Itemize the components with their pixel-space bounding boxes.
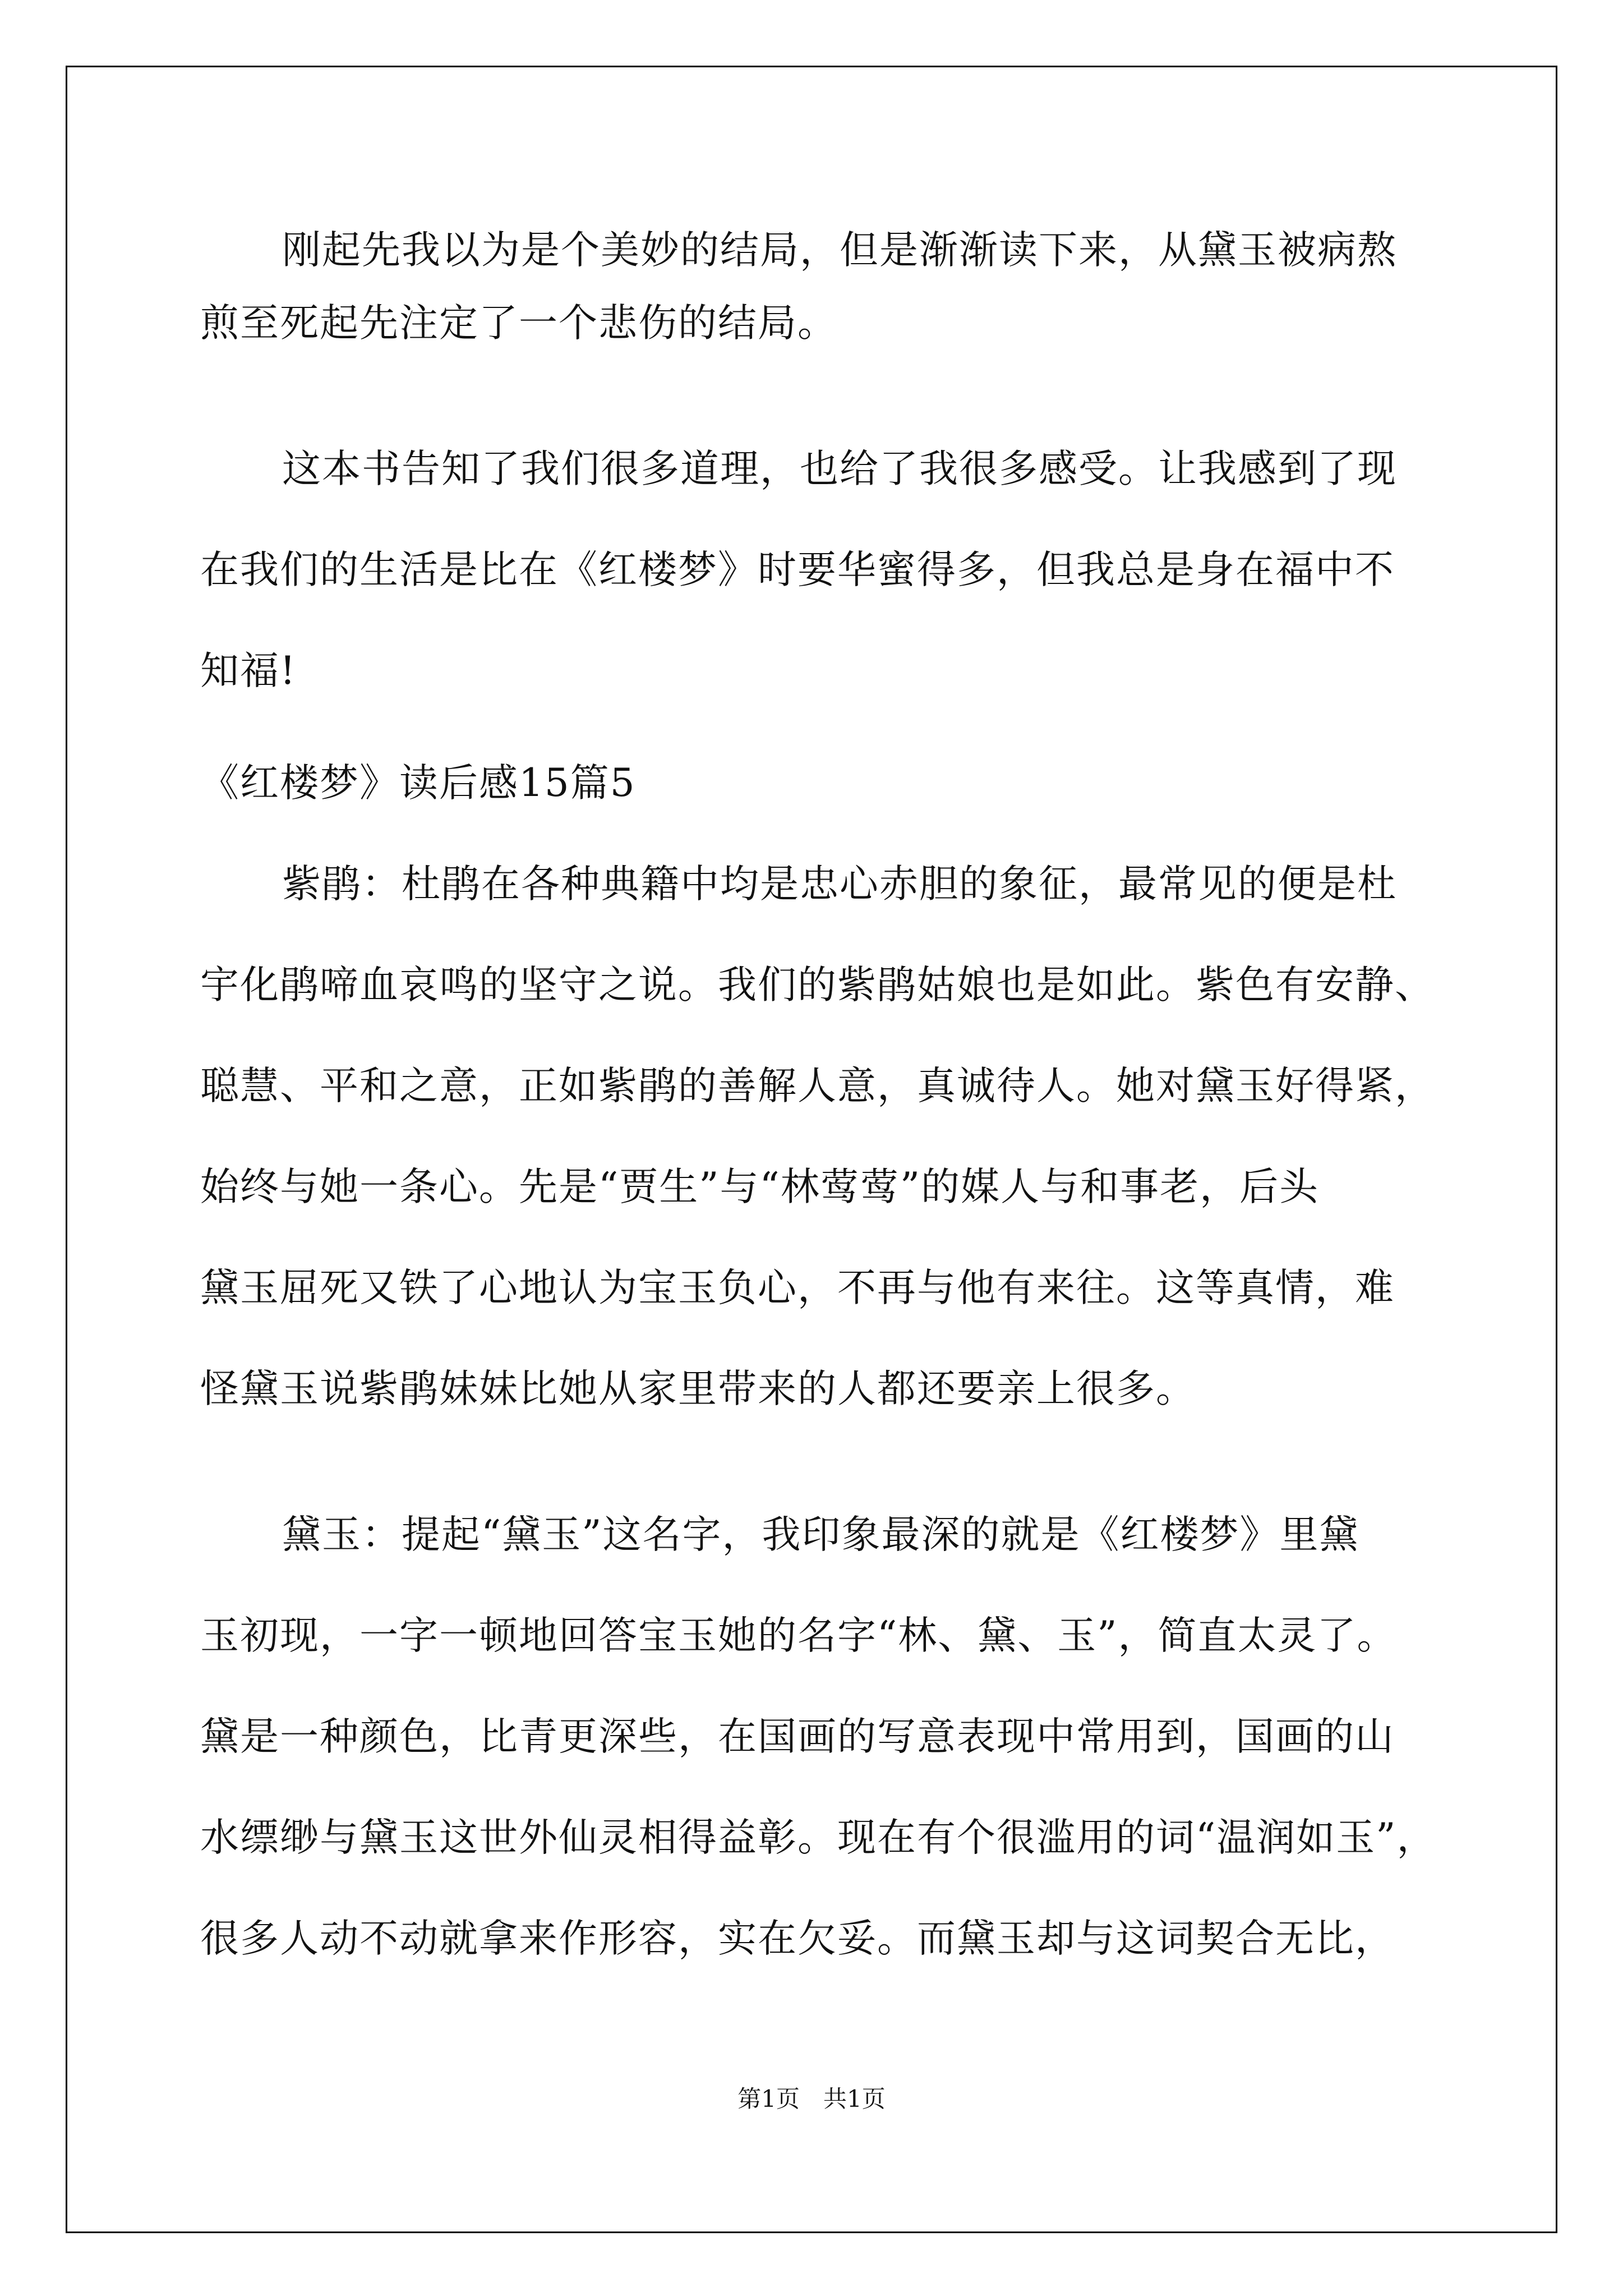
paragraph-3-line-1: 紫鹃：杜鹃在各种典籍中均是忠心赤胆的象征，最常见的便是杜 bbox=[282, 862, 1397, 907]
page-border bbox=[66, 66, 1557, 2233]
paragraph-4-line-5: 很多人动不动就拿来作形容，实在欠妥。而黛玉却与这词契合无比， bbox=[200, 1916, 1395, 1961]
paragraph-2-line-3: 知福! bbox=[200, 648, 297, 693]
paragraph-4-line-2: 玉初现，一字一顿地回答宝玉她的名字“林、黛、玉”，简直太灵了。 bbox=[200, 1613, 1397, 1658]
paragraph-2-line-1: 这本书告知了我们很多道理，也给了我很多感受。让我感到了现 bbox=[282, 447, 1397, 491]
paragraph-2-line-2: 在我们的生活是比在《红楼梦》时要华蜜得多，但我总是身在福中不 bbox=[200, 547, 1395, 592]
paragraph-4-line-3: 黛是一种颜色，比青更深些，在国画的写意表现中常用到，国画的山 bbox=[200, 1714, 1395, 1759]
section-heading: 《红楼梦》读后感15篇5 bbox=[200, 761, 636, 806]
paragraph-3-line-2: 宇化鹃啼血哀鸣的坚守之说。我们的紫鹃姑娘也是如此。紫色有安静、 bbox=[200, 963, 1435, 1007]
paragraph-3-line-3: 聪慧、平和之意，正如紫鹃的善解人意，真诚待人。她对黛玉好得紧， bbox=[200, 1064, 1435, 1108]
paragraph-4-line-1: 黛玉：提起“黛玉”这名字，我印象最深的就是《红楼梦》里黛 bbox=[282, 1512, 1359, 1557]
paragraph-1-line-2: 煎至死起先注定了一个悲伤的结局。 bbox=[200, 301, 837, 346]
paragraph-1-line-1: 刚起先我以为是个美妙的结局，但是渐渐读下来，从黛玉被病熬 bbox=[282, 228, 1397, 273]
paragraph-3-line-6: 怪黛玉说紫鹃妹妹比她从家里带来的人都还要亲上很多。 bbox=[200, 1366, 1196, 1411]
paragraph-3-line-4: 始终与她一条心。先是“贾生”与“林莺莺”的媒人与和事老，后头 bbox=[200, 1165, 1320, 1209]
paragraph-3-line-5: 黛玉屈死又铁了心地认为宝玉负心，不再与他有来往。这等真情，难 bbox=[200, 1266, 1395, 1310]
paragraph-4-line-4: 水缥缈与黛玉这世外仙灵相得益彰。现在有个很滥用的词“温润如玉”， bbox=[200, 1815, 1437, 1860]
page-footer: 第1页 共1页 bbox=[737, 2085, 886, 2113]
